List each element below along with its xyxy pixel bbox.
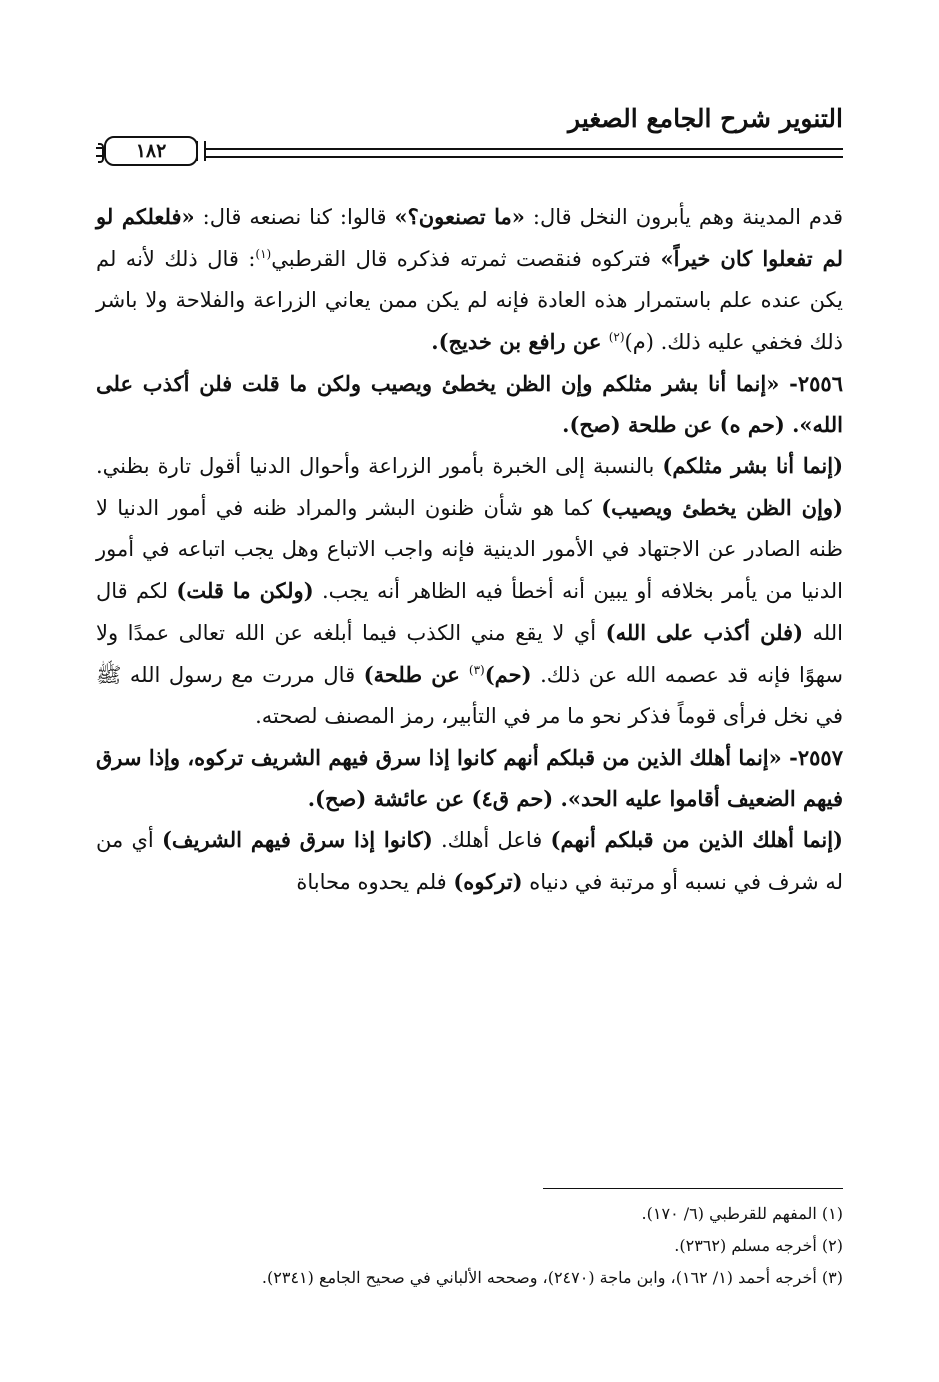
paragraph-commentary-1 [96,196,843,363]
text-run: قال مررت مع رسول الله ﷺ في نخل فرأى قوماً فذكر نحو ما مر في التأبير، رمز المصنف لصحته. [96,663,843,728]
footnote-2: (٢) أخرجه مسلم (٢٣٦٢). [674,1236,843,1255]
hadith-2556: ٢٥٥٦- «إنما أنا بشر مثلكم وإن الظن يخطئ ويصيب ولكن ما قلت فلن أكذب على الله». (حم ه) عن طلحة (صح). [96,371,843,437]
text-run: فلم يحدوه محاباة [296,870,454,894]
footnote-ref-3[interactable]: (٣) [468,663,485,677]
header-rule [204,148,843,158]
book-title: التنوير شرح الجامع الصغير [568,104,843,133]
quoted-hadith-text: «ما تصنعون؟» [394,204,525,229]
paragraph-commentary-2 [96,445,843,737]
paragraph-commentary-3 [96,819,843,903]
footnote-3: (٣) أخرجه أحمد (١/ ١٦٢)، وابن ماجة (٢٤٧٠)، وصححه الألباني في صحيح الجامع (٢٣٤١). [261,1268,843,1287]
text-run: أي من له شرف في نسبه أو مرتبة في دنياه [96,828,843,894]
text-run: قدم المدينة وهم يأبرون النخل قال: [524,205,843,229]
text-run: بالنسبة إلى الخبرة بأمور الزراعة وأحوال الدنيا أقول تارة بظني. [96,454,663,478]
text-run: فتركوه فنقصت ثمرته فذكره قال القرطبي [271,247,661,271]
footnote-ref-2[interactable]: (٢) [608,330,625,344]
page-body [96,196,843,903]
page-number: ١٨٢ [104,136,198,166]
hadith-phrase: (كانوا إذا سرق فيهم الشريف) [161,827,433,852]
narrator-name: عن رافع بن خديج). [431,329,609,354]
hadith-phrase: (تركوه) [453,869,523,894]
footnote-separator [543,1188,843,1189]
page-header [96,100,843,180]
source-code: (حم) [484,662,532,687]
footnote-ref-1[interactable]: (١) [255,247,272,261]
text-run: : قال ذلك لأنه لم يكن عنده علم باستمرار هذه العادة فإنه لم يكن ممن يعاني الزراعة والفلاحة ولا باشر ذلك فخفي عليه ذلك. (م) [96,247,843,354]
hadith-phrase: (إنما أهلك الذين من قبلكم أنهم) [550,827,843,852]
quoted-hadith-text: «فلعلكم لو لم تفعلوا كان خيراً» [96,204,843,271]
text-run: فاعل أهلك. [432,828,551,852]
text-run: لكم قال الله [96,579,843,645]
hadith-phrase: (وإن الظن يخطئ ويصيب) [601,495,843,520]
hadith-phrase: (إنما أنا بشر مثلكم) [662,453,844,478]
footnotes [96,1198,843,1294]
narrator-name: عن طلحة) [363,662,469,687]
text-run: قالوا: كنا نصنعه قال: [194,205,395,229]
text-run: كما هو شأن ظنون البشر والمراد ظنه في أمور الدنيا لا ظنه الصادر عن الاجتهاد في الأمور الدينية فإنه واجب الاتباع وهل يجب اتباعه في أمور الدنيا من يأمر بخلافه أو يبين أنه أخطأ فيه الظاهر أنه يجب. [96,496,843,603]
hadith-phrase: (ولكن ما قلت) [176,578,314,603]
hadith-2557: ٢٥٥٧- «إنما أهلك الذين من قبلكم أنهم كانوا إذا سرق فيهم الشريف تركوه، وإذا سرق فيهم الضعيف أقاموا عليه الحد». (حم ق٤) عن عائشة (صح). [96,745,843,811]
text-run: أي لا يقع مني الكذب فيما أبلغه عن الله تعالى عمدًا ولا سهوًا فإنه قد عصمه الله عن ذلك. [96,621,844,687]
hadith-phrase: (فلن أكذب على الله) [605,620,804,645]
footnote-1: (١) المفهم للقرطبي (٦/ ١٧٠). [641,1204,843,1223]
